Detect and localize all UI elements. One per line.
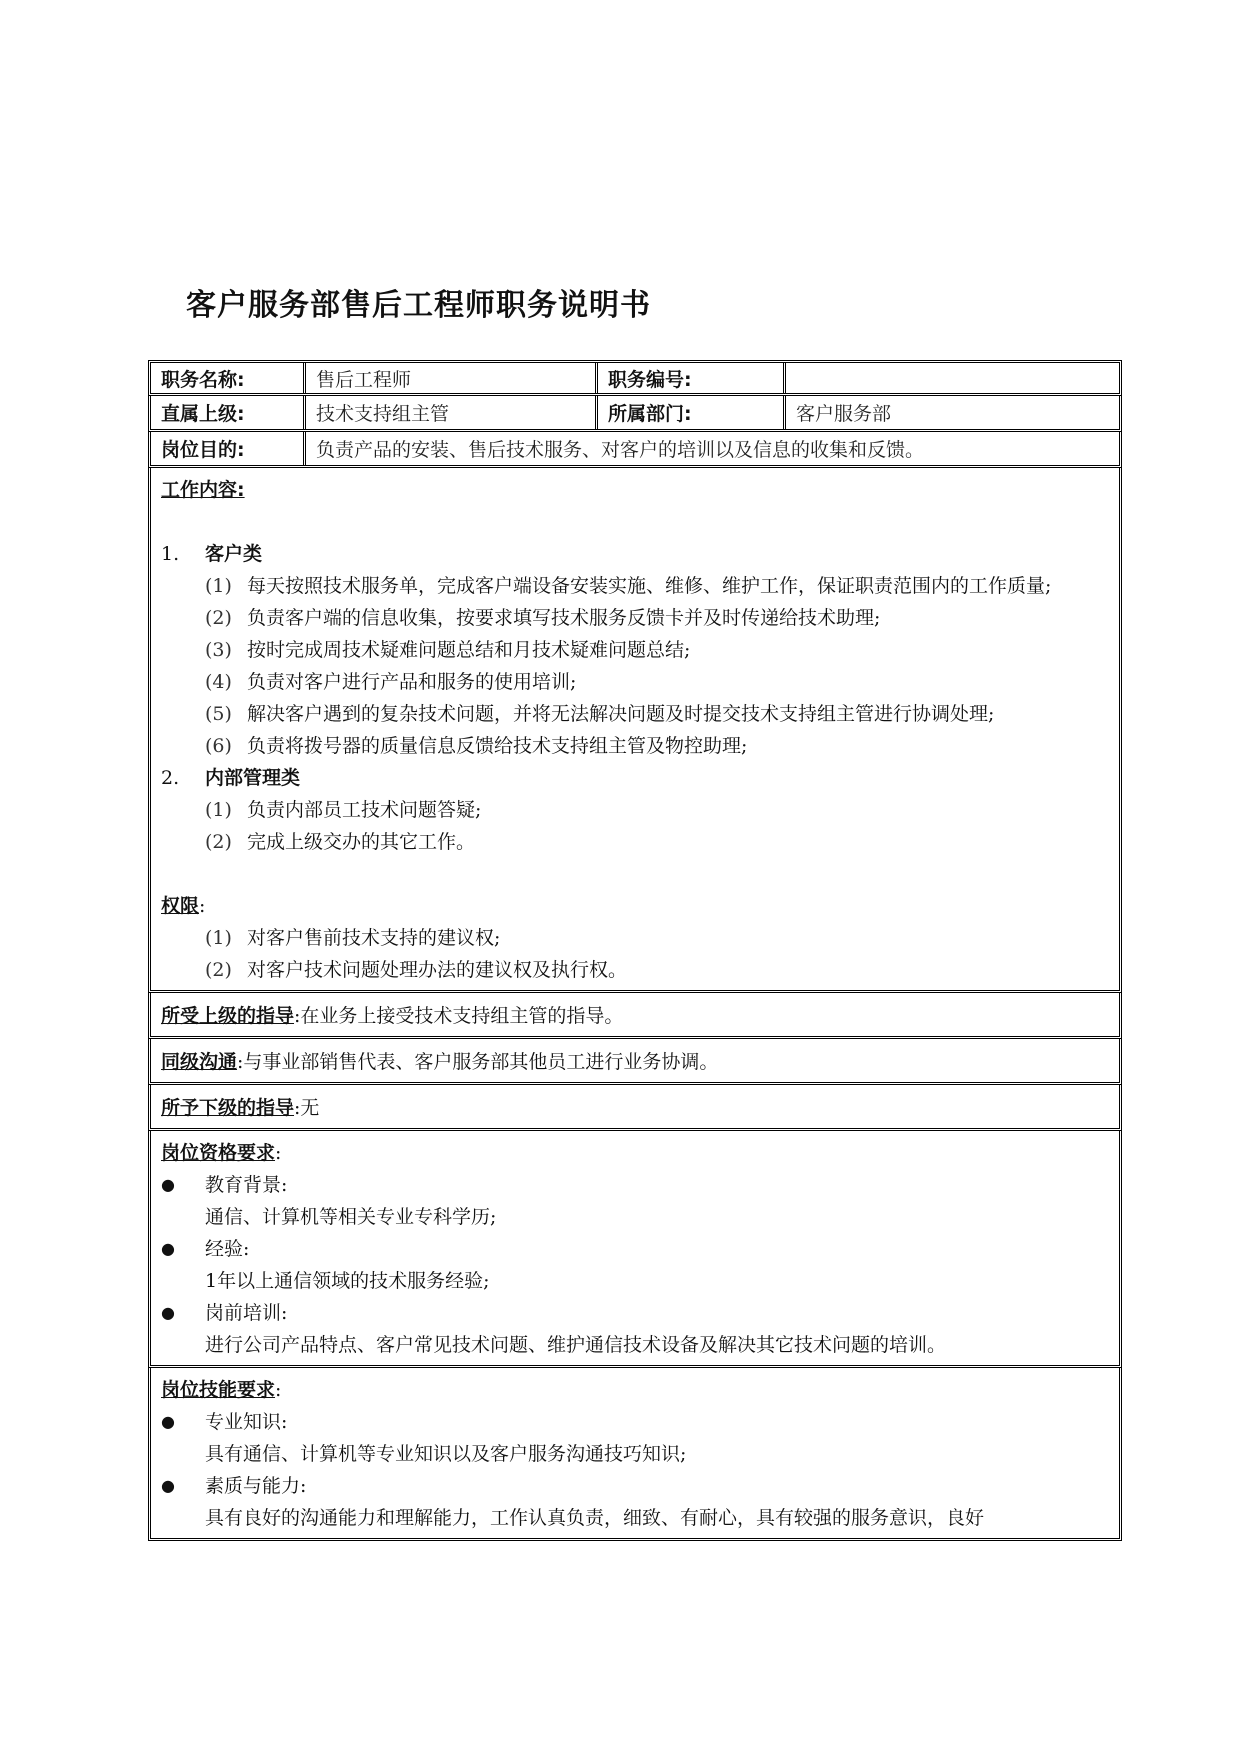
item-index: (3)	[205, 639, 232, 661]
subordinate-text: :无	[294, 1097, 320, 1119]
bullet-icon: ●	[161, 1476, 175, 1495]
bullet-label: 素质与能力:	[205, 1475, 307, 1497]
dept-value: 客户服务部	[796, 403, 892, 425]
item-index: (1)	[205, 799, 232, 821]
item-text: 负责将拨号器的质量信息反馈给技术支持组主管及物控助理;	[247, 735, 748, 757]
job-name-value: 售后工程师	[306, 363, 598, 393]
item-index: (2)	[205, 607, 232, 629]
bullet-item	[161, 1233, 1109, 1265]
list-item	[161, 698, 1109, 730]
list-item	[161, 634, 1109, 666]
list-item	[161, 602, 1109, 634]
row-guidance	[148, 993, 1122, 1039]
bullet-label: 教育背景:	[205, 1174, 288, 1196]
list-item	[161, 794, 1109, 826]
bullet-label: 专业知识:	[205, 1411, 288, 1433]
qualification-section	[148, 1131, 1122, 1368]
subordinate-label: 所予下级的指导	[161, 1097, 295, 1119]
list-item	[161, 922, 1109, 954]
category-heading	[161, 538, 1109, 570]
bullet-label: 经验:	[205, 1238, 250, 1260]
item-index: (5)	[205, 703, 232, 725]
authority-heading-text: 权限	[161, 895, 200, 917]
qualification-heading	[161, 1137, 1109, 1169]
item-index: (2)	[205, 959, 232, 981]
bullet-item	[161, 1470, 1109, 1502]
item-text: 负责客户端的信息收集，按要求填写技术服务反馈卡并及时传递给技术助理;	[247, 607, 881, 629]
bullet-item	[161, 1406, 1109, 1438]
qualification-heading-text: 岗位资格要求	[161, 1142, 276, 1164]
category-number: 1.	[161, 543, 180, 565]
item-text: 完成上级交办的其它工作。	[247, 831, 476, 853]
peer-text: :与事业部销售代表、客户服务部其他员工进行业务协调。	[237, 1051, 719, 1073]
item-index: (1)	[205, 927, 232, 949]
bullet-detail: 通信、计算机等相关专业专科学历;	[205, 1206, 497, 1228]
skills-heading-text: 岗位技能要求	[161, 1379, 276, 1401]
list-item	[161, 954, 1109, 986]
item-index: (4)	[205, 671, 232, 693]
row-purpose	[148, 432, 1122, 468]
list-item	[161, 730, 1109, 762]
bullet-item	[161, 1297, 1109, 1329]
item-text: 负责内部员工技术问题答疑;	[247, 799, 482, 821]
job-name-label: 职务名称:	[151, 363, 306, 393]
item-text: 对客户售前技术支持的建议权;	[247, 927, 501, 949]
skills-colon: :	[275, 1379, 282, 1401]
bullet-icon: ●	[161, 1412, 175, 1431]
row-peer-communication	[148, 1039, 1122, 1085]
bullet-icon: ●	[161, 1303, 175, 1322]
purpose-label: 岗位目的:	[151, 432, 306, 465]
guidance-text: :在业务上接受技术支持组主管的指导。	[294, 1005, 624, 1027]
authority-heading	[161, 890, 1109, 922]
peer-label: 同级沟通	[161, 1051, 238, 1073]
item-text: 每天按照技术服务单，完成客户端设备安装实施、维修、维护工作，保证职责范围内的工作质量;	[247, 575, 1052, 597]
bullet-icon: ●	[161, 1175, 175, 1194]
job-no-value	[786, 363, 1119, 393]
item-text: 解决客户遇到的复杂技术问题，并将无法解决问题及时提交技术支持组主管进行协调处理;	[247, 703, 995, 725]
list-item	[161, 826, 1109, 858]
job-description-table	[148, 360, 1122, 1541]
category-number: 2.	[161, 767, 180, 789]
purpose-value: 负责产品的安装、售后技术服务、对客户的培训以及信息的收集和反馈。	[316, 439, 925, 461]
bullet-label: 岗前培训:	[205, 1302, 288, 1324]
bullet-detail: 具有通信、计算机等专业知识以及客户服务沟通技巧知识;	[205, 1443, 687, 1465]
bullet-detail: 具有良好的沟通能力和理解能力，工作认真负责，细致、有耐心，具有较强的服务意识，良好	[205, 1507, 985, 1529]
skills-heading	[161, 1374, 1109, 1406]
row-superior	[148, 396, 1122, 432]
list-item	[161, 570, 1109, 602]
work-content-section	[148, 468, 1122, 993]
guidance-label: 所受上级的指导	[161, 1005, 295, 1027]
skills-section	[148, 1368, 1122, 1541]
item-index: (2)	[205, 831, 232, 853]
bullet-detail: 进行公司产品特点、客户常见技术问题、维护通信技术设备及解决其它技术问题的培训。	[205, 1334, 947, 1356]
bullet-item	[161, 1169, 1109, 1201]
category-name: 内部管理类	[205, 767, 301, 789]
qualification-colon: :	[275, 1142, 282, 1164]
bullet-detail: 1年以上通信领域的技术服务经验;	[205, 1270, 490, 1292]
dept-label: 所属部门:	[598, 396, 786, 429]
item-text: 按时完成周技术疑难问题总结和月技术疑难问题总结;	[247, 639, 691, 661]
list-item	[161, 666, 1109, 698]
bullet-icon: ●	[161, 1239, 175, 1258]
job-no-label: 职务编号:	[598, 363, 786, 393]
item-text: 负责对客户进行产品和服务的使用培训;	[247, 671, 577, 693]
row-subordinate-guidance	[148, 1085, 1122, 1131]
category-name: 客户类	[205, 543, 263, 565]
authority-colon: :	[199, 895, 206, 917]
item-index: (6)	[205, 735, 232, 757]
item-text: 对客户技术问题处理办法的建议权及执行权。	[247, 959, 628, 981]
superior-label: 直属上级:	[151, 396, 306, 429]
work-content-heading: 工作内容:	[161, 479, 245, 501]
row-job-name	[148, 360, 1122, 396]
document-title: 客户服务部售后工程师职务说明书	[186, 288, 651, 323]
category-heading	[161, 762, 1109, 794]
superior-value: 技术支持组主管	[306, 396, 598, 429]
item-index: (1)	[205, 575, 232, 597]
